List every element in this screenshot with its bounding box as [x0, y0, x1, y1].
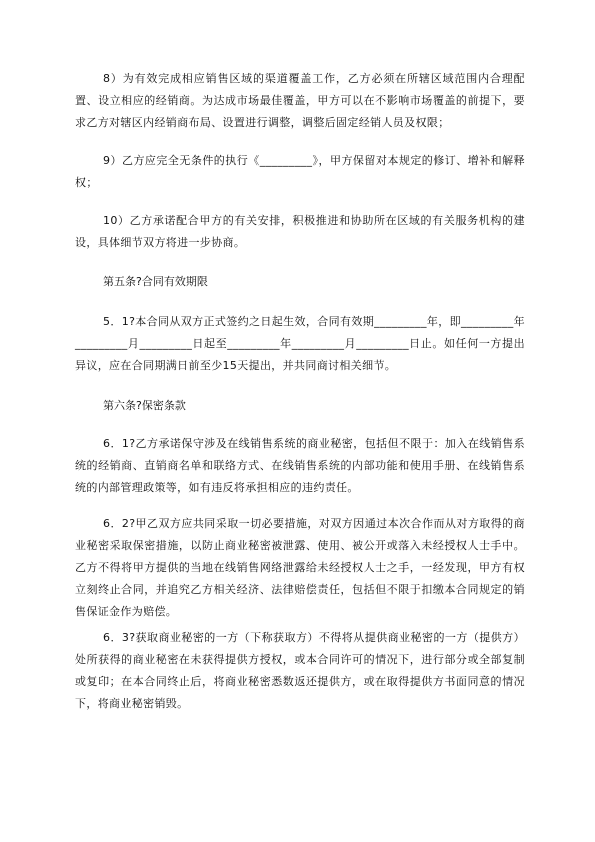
clause-6-3-text: 6．3?获取商业秘密的一方（下称获取方）不得将从提供商业秘密的一方（提供方）处所获得的商业秘密在未获得提供方授权，或本合同许可的情况下，进行部分或全部复制或复印；在本合同终止后，将商业秘密悉数返还提供方，或在取得提供方书面同意的情况下，将商业秘密销毁。	[75, 631, 525, 710]
clause-5-1-paragraph	[75, 311, 525, 377]
clause-6-2-paragraph	[75, 513, 525, 623]
article-6-heading: 第六条?保密条款	[103, 399, 186, 412]
clause-6-1-text: 6．1?乙方承诺保守涉及在线销售系统的商业秘密，包括但不限于：加入在线销售系统的经销商、直销商名单和联络方式、在线销售系统的内部功能和使用手册、在线销售系统的内部管理政策等，如有违反将承担相应的违约责任。	[75, 437, 525, 494]
item-9-text: 9）乙方应完全无条件的执行《_________》，甲方保留对本规定的修订、增补和解释权；	[75, 154, 525, 189]
clause-5-1-text: 5．1?本合同从双方正式签约之日起生效，合同有效期_________年，即_________年_________月_________日起至_________年_________月_________日止。如任何一方提出异议，应在合同期满日前至少15天提出，并共同商讨相关细节。	[75, 315, 525, 372]
item-8-text: 8）为有效完成相应销售区域的渠道覆盖工作，乙方必须在所辖区域范围内合理配置、设立相应的经销商。为达成市场最佳覆盖，甲方可以在不影响市场覆盖的前提下，要求乙方对辖区内经销商布局、设置进行调整，调整后固定经销人员及权限；	[75, 72, 525, 129]
clause-6-2-text: 6．2?甲乙双方应共同采取一切必要措施，对双方因通过本次合作而从对方取得的商业秘密采取保密措施，以防止商业秘密被泄露、使用、被公开或落入未经授权人士手中。乙方不得将甲方提供的当地在线销售网络泄露给未经授权人士之手，一经发现，甲方有权立刻终止合同，并追究乙方相关经济、法律赔偿责任，包括但不限于扣缴本合同规定的销售保证金作为赔偿。	[75, 517, 525, 618]
item-10-paragraph	[75, 210, 525, 254]
clause-6-3-paragraph	[75, 627, 525, 715]
item-10-text: 10）乙方承诺配合甲方的有关安排，积极推进和协助所在区域的有关服务机构的建设，具体细节双方将进一步协商。	[75, 214, 525, 249]
clause-6-1-paragraph	[75, 433, 525, 499]
article-5-heading: 第五条?合同有效期限	[103, 275, 208, 288]
item-9-paragraph	[75, 150, 525, 194]
item-8-paragraph	[75, 68, 525, 134]
